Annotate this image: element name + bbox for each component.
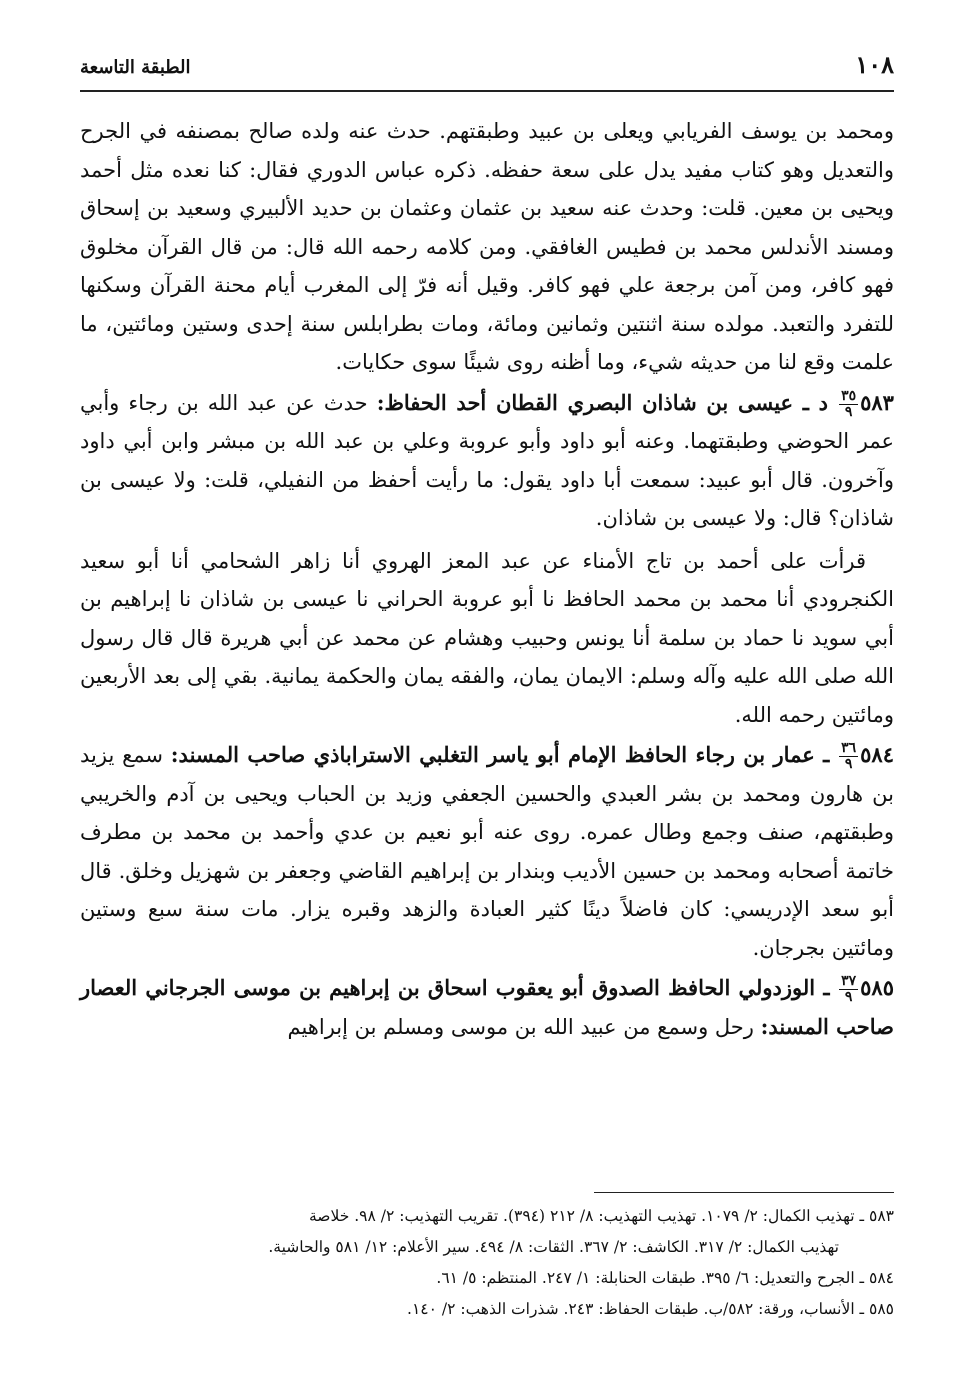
fraction-top: ٣٧ (841, 973, 857, 989)
isnad-paragraph: قرأت على أحمد بن تاج الأمناء عن عبد المعز الهروي أنا زاهر الشحامي أنا أبو سعيد الكنجرودي أنا محمد بن محمد الحافظ نا أبو عروبة الحراني نا عيسى بن شاذان نا إبراهيم بن أبي سويد نا حماد بن سلمة أنا يونس وحبيب وهشام عن محمد عن أبي هريرة قال قال رسول الله صلى الله عليه وآله وسلم: الايمان يمان، والفقه يمان والحكمة يمانية. بقي إلى بعد الأربعين ومائتين رحمه الله. (80, 548, 894, 727)
footnote-584: ٥٨٤ ـ الجرح والتعديل: ٦/ ٣٩٥. طبقات الحنابلة: ١/ ٢٤٧. المنتظم: ٥/ ٦١. (436, 1269, 894, 1287)
entry-number: ٥٨٣ (860, 389, 894, 415)
page-header (80, 50, 894, 92)
entry-title: ـ عمار بن رجاء الحافظ الإمام أبو ياسر التغلبي الاستراباذي صاحب المسند: (170, 742, 830, 767)
entry-fraction (839, 974, 858, 1005)
footnote-583: ٥٨٣ ـ تهذيب الكمال: ٢/ ١٠٧٩. تهذيب التهذيب: ٨/ ٢١٢ (٣٩٤). تقريب التهذيب: ٢/ ٩٨. خلاصة (309, 1207, 894, 1225)
entry-584 (80, 736, 894, 967)
fraction-top: ٣٦ (841, 740, 857, 756)
entry-title: د ـ عيسى بن شاذان البصري القطان أحد الحفاظ: (376, 389, 828, 415)
entry-583 (80, 384, 894, 538)
footnote-585: ٥٨٥ ـ الأنساب، ورقة: ٥٨٢/ب. طبقات الحفاظ: ٢٤٣. شذرات الذهب: ٢/ ١٤٠. (407, 1300, 894, 1318)
fraction-bottom: ٩ (844, 403, 853, 420)
footnote-divider (594, 1192, 894, 1193)
entry-number: ٥٨٤ (860, 742, 894, 767)
running-title: الطبقة التاسعة (80, 57, 191, 78)
fraction-bottom: ٩ (844, 756, 853, 772)
entry-fraction (839, 741, 858, 772)
entry-text: حدث عن عبد الله بن رجاء وأبي عمر الحوضي وطبقتهما. وعنه أبو داود وأبو عروبة وعلي بن عبد الله بن مبشر وابن أبي داود وآخرون. قال أبو عبيد: سمعت أبا داود يقول: ما رأيت أحفظ من النفيلي، قلت: ولا عيسى بن شاذان؟ قال: ولا عيسى بن شاذان. (80, 390, 894, 530)
footnote-583-continued: تهذيب الكمال: ٢/ ٣١٧. الكاشف: ٢/ ٣٦٧. الثقات: ٨/ ٤٩٤. سير الأعلام: ١٢/ ٥٨١ والحاشية. (268, 1238, 839, 1256)
entry-585 (80, 969, 894, 1046)
fraction-top: ٣٥ (841, 387, 857, 404)
entry-number: ٥٨٥ (860, 975, 894, 1000)
intro-paragraph: ومحمد بن يوسف الفريابي ويعلى بن عبيد وطبقتهم. حدث عنه ولده صالح بمصنفه في الجرح والتعديل وهو كتاب مفيد يدل على سعة حفظه. ذكره عباس الدوري فقال: كنا نعده مثل أحمد ويحيى بن معين. قلت: وحدث عنه سعيد بن عثمان وعثمان بن حديد الألبيري وسعيد بن إسحاق ومسند الأندلس محمد بن فطيس الغافقي. ومن كلامه رحمه الله قال: من قال القرآن مخلوق فهو كافر، ومن آمن برجعة علي فهو كافر. وقيل أنه فرّ إلى المغرب أيام محنة القرآن وسكنها للتفرد والتعبد. مولده سنة اثنتين وثمانين ومائة، ومات بطرابلس سنة إحدى وستين ومائتين، ما علمت وقع لنا من حديثه شيء، وما أظنه روى شيئًا سوى حكايات. (80, 119, 894, 374)
entry-fraction (839, 389, 858, 420)
fraction-bottom: ٩ (844, 989, 853, 1005)
entry-text: سمع يزيد بن هارون ومحمد بن بشر العبدي والحسين الجعفي وزيد بن الحباب ويحيى بن آدم والخريبي وطبقتهم، صنف وجمع وطال عمره. روى عنه أبو نعيم بن عدي وأحمد بن محمد بن مطرف خاتمة أصحابه ومحمد بن حسين الأديب وبندار بن إبراهيم القاضي وجعفر بن شهزيل وخلق. قال أبو سعد الإدريسي: كان فاضلاً دينًا كثير العبادة والزهد وقبره يزار. مات سنة سبع وستين ومائتين بجرجان. (80, 743, 894, 960)
entry-text: رحل وسمع من عبيد الله بن موسى ومسلم بن إبراهيم (287, 1014, 754, 1039)
main-text (80, 112, 894, 1046)
footnotes (80, 1192, 894, 1325)
page-number: ١٠٨ (855, 50, 894, 79)
entry-title: ـ الوزدولي الحافظ الصدوق أبو يعقوب اسحاق بن إبراهيم بن موسى الجرجاني العصار صاحب المسند: (80, 975, 894, 1039)
